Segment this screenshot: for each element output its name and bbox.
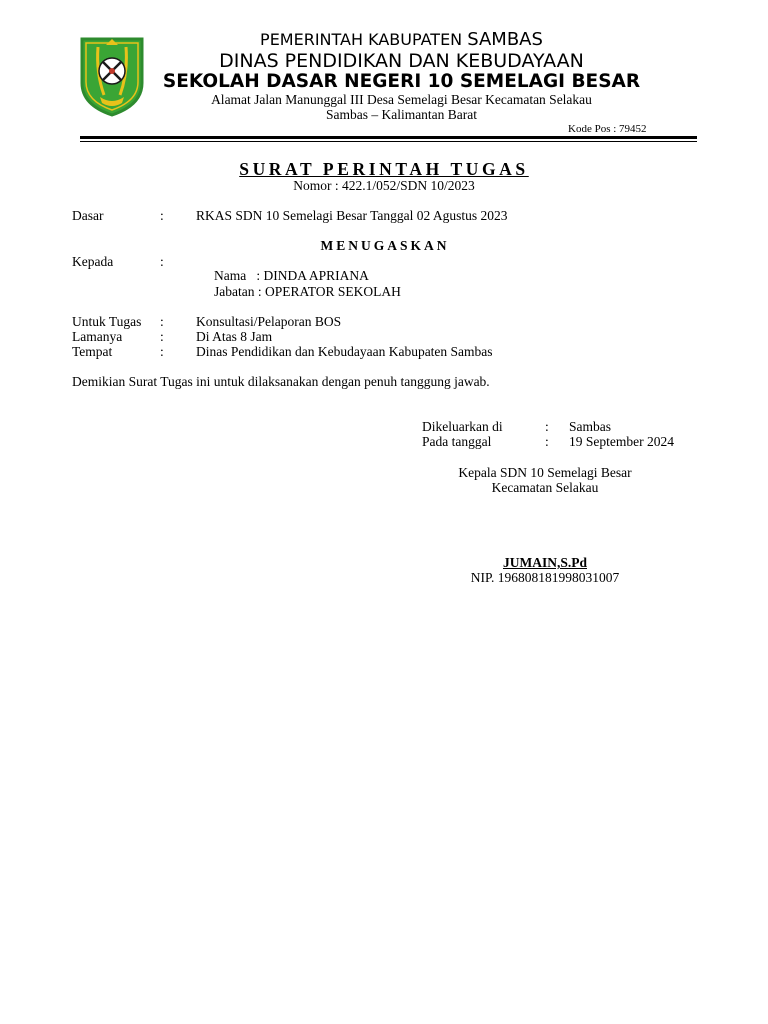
issued-at-value: Sambas	[569, 419, 611, 434]
issued-at-label: Dikeluarkan di	[422, 419, 503, 434]
tempat-value: Dinas Pendidikan dan Kebudayaan Kabupaten Sambas	[196, 344, 493, 359]
document-number: Nomor : 422.1/052/SDN 10/2023	[293, 178, 475, 193]
untuk-tugas-colon: :	[160, 314, 164, 329]
untuk-tugas-label: Untuk Tugas	[72, 314, 142, 329]
lamanya-colon: :	[160, 329, 164, 344]
issued-date-label: Pada tanggal	[422, 434, 492, 449]
document-title: SURAT PERINTAH TUGAS	[239, 159, 529, 179]
letterhead-divider-thick	[80, 136, 697, 139]
untuk-tugas-value: Konsultasi/Pelaporan BOS	[196, 314, 342, 329]
dasar-label: Dasar	[72, 208, 104, 223]
lamanya-label: Lamanya	[72, 329, 123, 344]
kepada-colon: :	[160, 254, 164, 269]
issued-date-colon: :	[545, 434, 549, 449]
letterhead-address: Alamat Jalan Manunggal III Desa Semelagi Besar Kecamatan Selakau	[211, 92, 592, 107]
letterhead-school: SEKOLAH DASAR NEGERI 10 SEMELAGI BESAR	[162, 71, 641, 92]
letterhead-department: DINAS PENDIDIKAN DAN KEBUDAYAAN	[219, 50, 584, 72]
kepada-label: Kepada	[72, 254, 114, 269]
letterhead-region: Sambas – Kalimantan Barat	[325, 107, 478, 122]
letterhead-divider-thin	[80, 141, 697, 142]
signer-district: Kecamatan Selakau	[491, 480, 599, 495]
closing-statement: Demikian Surat Tugas ini untuk dilaksanakan dengan penuh tanggung jawab.	[72, 374, 490, 389]
postal-code: Kode Pos : 79452	[568, 123, 647, 135]
dasar-colon: :	[160, 208, 164, 223]
signer-nip: NIP. 196808181998031007	[470, 570, 620, 585]
issued-date-value: 19 September 2024	[569, 434, 674, 449]
letterhead-government: PEMERINTAH KABUPATEN SAMBAS	[260, 29, 543, 50]
assignee-position: Jabatan : OPERATOR SEKOLAH	[214, 284, 401, 299]
menugaskan-heading: MENUGASKAN	[320, 238, 450, 253]
tempat-label: Tempat	[72, 344, 113, 359]
signer-position: Kepala SDN 10 Semelagi Besar	[458, 465, 632, 480]
issued-at-colon: :	[545, 419, 549, 434]
tempat-colon: :	[160, 344, 164, 359]
signer-name: JUMAIN,S.Pd	[502, 555, 587, 570]
lamanya-value: Di Atas 8 Jam	[196, 329, 273, 344]
assignee-name: Nama : DINDA APRIANA	[214, 268, 369, 283]
dasar-value: RKAS SDN 10 Semelagi Besar Tanggal 02 Agustus 2023	[196, 208, 508, 223]
